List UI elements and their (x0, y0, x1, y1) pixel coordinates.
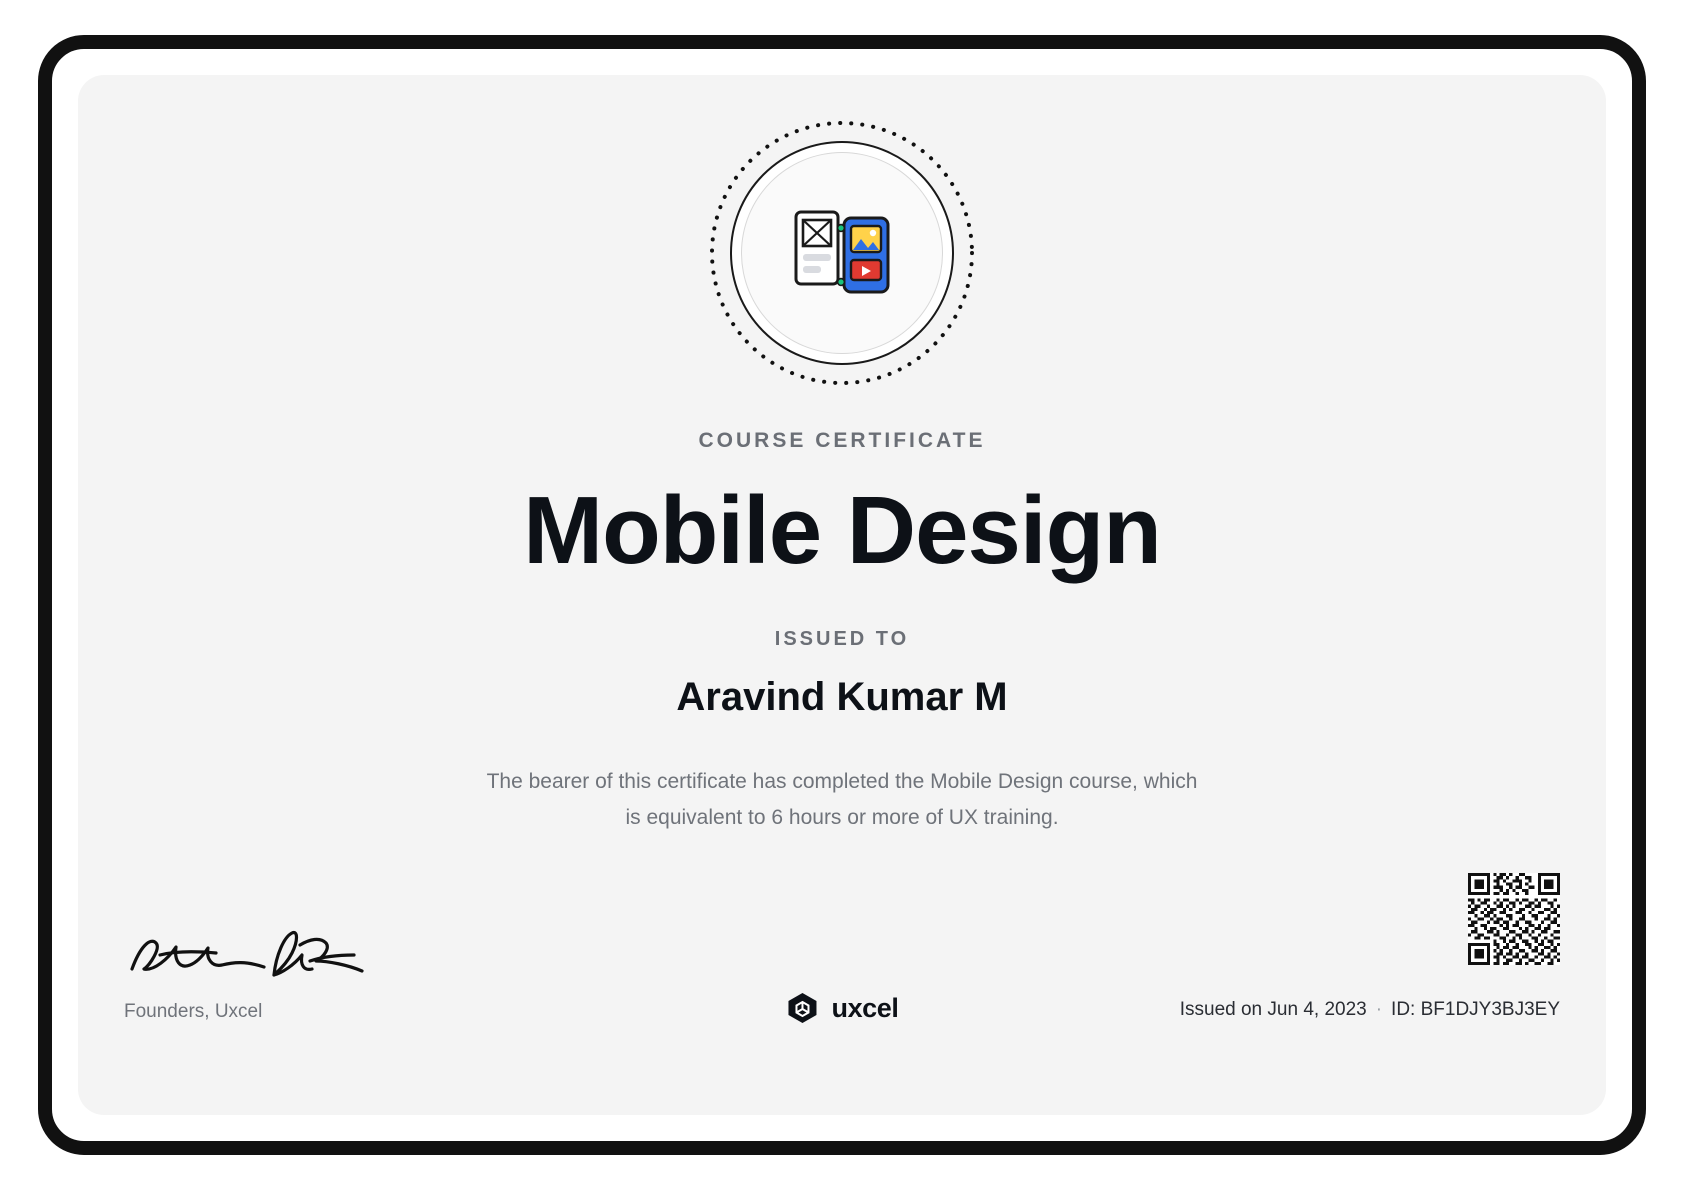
certificate-footer (78, 915, 1606, 1075)
issued-on-date: Issued on Jun 4, 2023 (1179, 999, 1367, 1020)
course-title: Mobile Design (523, 477, 1161, 584)
uxcel-logo-icon (785, 991, 819, 1025)
signature-icon (124, 921, 414, 991)
qr-code[interactable] (1468, 873, 1560, 965)
brand-name: uxcel (831, 992, 899, 1023)
signature-caption: Founders, Uxcel (124, 1001, 263, 1022)
issued-to-label: ISSUED TO (774, 627, 910, 650)
certificate-meta (1180, 999, 1560, 1021)
signature-block (124, 921, 424, 1023)
certificate-description (432, 764, 1252, 836)
meta-separator: · (1375, 999, 1383, 1020)
description-line-2: is equivalent to 6 hours or more of UX training. (625, 805, 1059, 829)
description-line-1: The bearer of this certificate has completed the Mobile Design course, which (486, 769, 1198, 793)
certificate-id: ID: BF1DJY3BJ3EY (1391, 999, 1560, 1020)
recipient-name: Aravind Kumar M (676, 674, 1008, 719)
certificate-kicker: COURSE CERTIFICATE (698, 429, 986, 452)
mobile-design-seal-icon (782, 198, 902, 308)
certification-seal (708, 119, 976, 387)
certificate-body (78, 75, 1606, 1115)
certificate-frame (38, 35, 1646, 1155)
uxcel-brand (785, 991, 898, 1025)
